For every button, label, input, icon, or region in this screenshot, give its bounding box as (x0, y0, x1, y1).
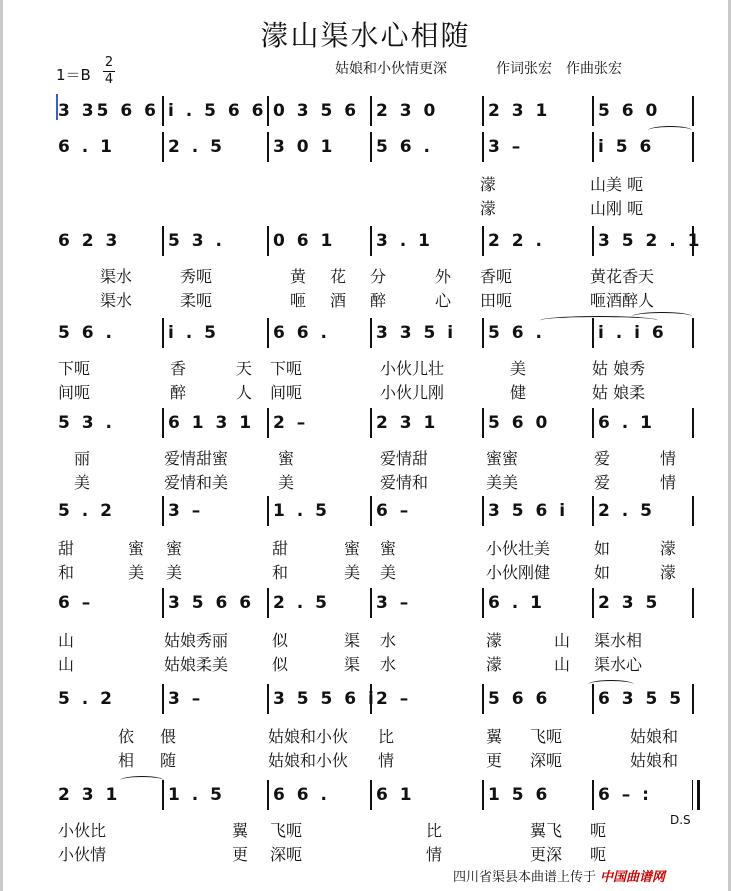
lyric-word: 翼飞 (530, 821, 563, 840)
lyric-word: 香呃 (480, 267, 513, 286)
lyric-word: 更 (486, 751, 503, 770)
lyric-word: 爱 (594, 473, 611, 492)
bar-line (267, 318, 269, 348)
lyric-word: 姑娘和 (630, 727, 679, 746)
bar-line (482, 496, 484, 526)
lyric-word: 咂酒醉人 (590, 291, 655, 310)
measure-notes: 3 – (488, 137, 524, 157)
time-denominator: 4 (104, 72, 114, 87)
lyric-word: 姑 娘柔 (592, 383, 646, 402)
measure-notes: 6 . 1 (488, 593, 545, 613)
bar-line (162, 96, 164, 126)
lyric-word: 如 (594, 539, 611, 558)
lyric-word: 相 (118, 751, 135, 770)
measure-notes: 2 3 1 (376, 413, 439, 433)
lyric-word: 情 (660, 473, 677, 492)
lyric-word: 姑娘和小伙 (268, 751, 349, 770)
lyric-word: 飞呃 (270, 821, 303, 840)
bar-line (370, 226, 372, 256)
lyric-word: 翼 (232, 821, 249, 840)
lyric-word: 间呃 (270, 383, 303, 402)
lyric-word: 深呃 (530, 751, 563, 770)
slur-mark (588, 680, 634, 689)
lyric-word: 山美 呃 (590, 175, 644, 194)
lyric-word: 丽 (74, 449, 91, 468)
bar-line (692, 496, 694, 526)
lyric-word: 美 (128, 563, 145, 582)
lyric-word: 爱情甜 (380, 449, 429, 468)
measure-notes: 2 – (376, 689, 412, 709)
lyric-word: 渠水心 (594, 655, 643, 674)
lyric-word: 偎 (160, 727, 177, 746)
bar-line (267, 588, 269, 618)
lyric-word: 人 (236, 383, 253, 402)
lyric-word: 天 (236, 359, 253, 378)
slur-mark (632, 312, 692, 321)
measure-notes: 3 – (376, 593, 412, 613)
bar-line (162, 132, 164, 162)
lyric-word: 花 (330, 267, 347, 286)
bar-line (267, 132, 269, 162)
lyric-word: 爱情和 (380, 473, 429, 492)
lyric-word: 呃 (590, 821, 607, 840)
lyric-word: 秀呃 (180, 267, 213, 286)
measure-notes: 3 3 5 i (376, 323, 457, 343)
notation-system (52, 780, 700, 814)
lyric-word: 姑娘和 (630, 751, 679, 770)
measure-notes: 6 1 (376, 785, 415, 805)
measure-notes: 0 6 1 (273, 231, 336, 251)
lyric-word: 美 (510, 359, 527, 378)
lyric-word: 黄 (290, 267, 307, 286)
lyric-word: 甜 (58, 539, 75, 558)
notation-system (52, 588, 700, 622)
lyric-word: 下呃 (58, 359, 91, 378)
lyric-word: 美 (380, 563, 397, 582)
lyric-word: 濛 (486, 631, 503, 650)
bar-line (162, 684, 164, 714)
bar-line (370, 588, 372, 618)
slur-mark (648, 126, 692, 135)
measure-notes: 6 6 . (273, 785, 330, 805)
score-subtitle: 姑娘和小伙情更深 (335, 61, 447, 77)
measure-notes: i . 5 6 6 (168, 101, 267, 121)
bar-line (267, 684, 269, 714)
bar-line (162, 408, 164, 438)
bar-line (370, 408, 372, 438)
bar-line (592, 132, 594, 162)
measure-notes: 3 5 6 i (488, 501, 569, 521)
bar-line (162, 496, 164, 526)
measure-notes: 6 3 5 5 (598, 689, 685, 709)
bar-line (267, 226, 269, 256)
lyric-word: 飞呃 (530, 727, 563, 746)
lyric-word: 濛 (480, 175, 497, 194)
lyric-word: 随 (160, 751, 177, 770)
bar-line (692, 96, 694, 126)
measure-notes: 2 3 1 (58, 785, 121, 805)
measure-notes: 3 0 1 (273, 137, 336, 157)
measure-notes: 2 2 . (488, 231, 545, 251)
lyric-word: 更 (232, 845, 249, 864)
lyric-word: 蜜 (380, 539, 397, 558)
lyric-word: 依 (118, 727, 135, 746)
measure-notes: 5 6 . (488, 323, 545, 343)
measure-notes: 6 . 1 (58, 137, 115, 157)
measure-notes: 3 . 1 (376, 231, 433, 251)
bar-line (592, 780, 594, 810)
notation-system (52, 226, 703, 260)
lyric-word: 咂 (290, 291, 307, 310)
bar-line (692, 132, 694, 162)
notation-system (52, 96, 700, 130)
lyric-word: 小伙儿刚 (380, 383, 445, 402)
measure-notes: 2 . 5 (168, 137, 225, 157)
lyric-word: 山 (58, 655, 75, 674)
bar-line (482, 408, 484, 438)
lyric-word: 黄花香天 (590, 267, 655, 286)
measure-notes: 2 . 5 (598, 501, 655, 521)
lyric-word: 山刚 呃 (590, 199, 644, 218)
lyric-word: 酒 (330, 291, 347, 310)
bar-line (482, 684, 484, 714)
footer-location: 四川省渠县 (453, 870, 519, 885)
measure-notes: 5 6 0 (598, 101, 661, 121)
lyric-word: 田呃 (480, 291, 513, 310)
lyric-word: 姑娘和小伙 (268, 727, 349, 746)
key-signature: 1＝B (56, 66, 91, 84)
measure-notes: 1 5 6 (488, 785, 551, 805)
lyric-word: 柔呃 (180, 291, 213, 310)
lyric-word: 如 (594, 563, 611, 582)
measure-notes: 6 6 . (273, 323, 330, 343)
footer-source (453, 866, 665, 885)
score-title: 濛山渠水心相随 (260, 19, 471, 52)
lyric-word: 渠 (344, 631, 361, 650)
lyric-word: 呃 (590, 845, 607, 864)
measure-notes: 5 6 0 (488, 413, 551, 433)
measure-notes: 5 6 . (376, 137, 433, 157)
measure-notes: 3 5 6 6 (168, 593, 255, 613)
measure-notes: 3 – (168, 689, 204, 709)
measure-notes: 5 . 2 (58, 501, 115, 521)
lyric-word: 渠水 (100, 291, 133, 310)
bar-line (162, 588, 164, 618)
lyric-word: 醉 (170, 383, 187, 402)
lyric-word: 比 (378, 727, 395, 746)
bar-line (692, 408, 694, 438)
lyric-word: 健 (510, 383, 527, 402)
measure-notes: 5 3 . (58, 413, 115, 433)
bar-line (482, 226, 484, 256)
lyric-word: 山 (554, 655, 571, 674)
lyric-word: 翼 (486, 727, 503, 746)
measure-notes: 6 – (58, 593, 94, 613)
lyric-word: 似 (272, 631, 289, 650)
lyric-word: 渠水 (100, 267, 133, 286)
measure-notes: i . 5 (168, 323, 219, 343)
bar-line (482, 318, 484, 348)
lyric-word: 美 (278, 473, 295, 492)
bar-line (267, 96, 269, 126)
lyric-word: 似 (272, 655, 289, 674)
bar-line (592, 226, 594, 256)
lyric-word: 爱 (594, 449, 611, 468)
measure-notes: 6 1 3 1 (168, 413, 255, 433)
bar-line (162, 318, 164, 348)
lyric-word: 山 (58, 631, 75, 650)
measure-notes: 6 . 1 (598, 413, 655, 433)
lyric-word: 小伙情 (58, 845, 107, 864)
lyric-word: 和 (58, 563, 75, 582)
time-signature (103, 56, 115, 87)
lyric-word: 小伙壮美 (486, 539, 551, 558)
lyric-word: 蜜 (128, 539, 145, 558)
lyric-word: 山 (554, 631, 571, 650)
score-credits: 作词张宏 作曲张宏 (496, 61, 622, 77)
measure-notes: 5 . 2 (58, 689, 115, 709)
lyric-word: 姑 娘秀 (592, 359, 646, 378)
lyric-word: 美美 (486, 473, 519, 492)
lyric-word: 深呃 (270, 845, 303, 864)
lyric-word: 濛 (660, 539, 677, 558)
site-logo: 中国曲谱网 (600, 870, 666, 885)
measure-notes: 0 3 5 6 (273, 101, 360, 121)
measure-notes: 6 2 3 (58, 231, 121, 251)
measure-notes: 2 – (273, 413, 309, 433)
measure-notes: 5 6 6 (488, 689, 551, 709)
bar-line (267, 496, 269, 526)
lyric-word: 比 (426, 821, 443, 840)
lyric-word: 渠 (344, 655, 361, 674)
lyric-word: 甜 (272, 539, 289, 558)
bar-line (370, 318, 372, 348)
measure-notes: 3 – (168, 501, 204, 521)
measure-notes: i 5 6 (598, 137, 655, 157)
lyric-word: 醉 (370, 291, 387, 310)
measure-notes: 1 . 5 (168, 785, 225, 805)
measure-notes: 3 5 5 6 i (273, 689, 377, 709)
bar-line (692, 318, 694, 348)
bar-line (370, 496, 372, 526)
lyric-word: 美 (74, 473, 91, 492)
lyric-word: 香 (170, 359, 187, 378)
measure-notes: 3 35 6 6 (58, 101, 159, 121)
bar-line (692, 684, 694, 714)
lyric-word: 和 (272, 563, 289, 582)
notation-system (52, 408, 700, 442)
lyric-word: 爱情甜蜜 (164, 449, 229, 468)
measure-notes: 6 – : (598, 785, 652, 805)
lyric-word: 下呃 (270, 359, 303, 378)
lyric-word: 更深 (530, 845, 563, 864)
lyric-word: 姑娘柔美 (164, 655, 229, 674)
bar-line (370, 780, 372, 810)
lyric-word: 濛 (480, 199, 497, 218)
lyric-word: 濛 (660, 563, 677, 582)
bar-line (267, 408, 269, 438)
measure-notes: 2 3 5 (598, 593, 661, 613)
measure-notes: 2 3 0 (376, 101, 439, 121)
lyric-word: 姑娘秀丽 (164, 631, 229, 650)
time-numerator: 2 (104, 55, 114, 70)
lyric-word: 美 (344, 563, 361, 582)
measure-notes: 6 – (376, 501, 412, 521)
notation-system (52, 132, 700, 166)
bar-line (592, 496, 594, 526)
bar-line (267, 780, 269, 810)
measure-notes: 5 3 . (168, 231, 225, 251)
bar-line (482, 132, 484, 162)
lyric-word: 水 (380, 655, 397, 674)
lyric-word: 蜜 (344, 539, 361, 558)
bar-line (370, 132, 372, 162)
lyric-word: 水 (380, 631, 397, 650)
measure-notes: 2 . 5 (273, 593, 330, 613)
measure-notes: 3 5 2 . 1 (598, 231, 703, 251)
bar-line (592, 408, 594, 438)
measure-notes: 2 3 1 (488, 101, 551, 121)
bar-line (692, 780, 700, 810)
measure-notes: i . i 6 (598, 323, 667, 343)
lyric-word: 小伙比 (58, 821, 107, 840)
lyric-word: 外 (435, 267, 452, 286)
bar-line (592, 588, 594, 618)
lyric-word: 渠水相 (594, 631, 643, 650)
footer-uploaded: 本曲谱上传于 (518, 870, 597, 885)
slur-mark (120, 776, 164, 785)
bar-line (370, 96, 372, 126)
lyric-word: 情 (660, 449, 677, 468)
lyric-word: 濛 (486, 655, 503, 674)
bar-line (482, 588, 484, 618)
bar-line (162, 226, 164, 256)
measure-notes: 5 6 . (58, 323, 115, 343)
dal-segno-mark: D.S (670, 813, 691, 827)
lyric-word: 情 (378, 751, 395, 770)
lyric-word: 心 (435, 291, 452, 310)
lyric-word: 间呃 (58, 383, 91, 402)
lyric-word: 分 (370, 267, 387, 286)
notation-system (52, 684, 700, 718)
bar-line (692, 588, 694, 618)
lyric-word: 情 (426, 845, 443, 864)
lyric-word: 蜜 (278, 449, 295, 468)
window-border-left (0, 0, 3, 891)
bar-line (482, 96, 484, 126)
lyric-word: 小伙儿壮 (380, 359, 445, 378)
bar-line (592, 96, 594, 126)
notation-system (52, 496, 700, 530)
lyric-word: 蜜 (166, 539, 183, 558)
measure-notes: 1 . 5 (273, 501, 330, 521)
lyric-word: 美 (166, 563, 183, 582)
lyric-word: 小伙刚健 (486, 563, 551, 582)
lyric-word: 爱情和美 (164, 473, 229, 492)
lyric-word: 蜜蜜 (486, 449, 519, 468)
bar-line (482, 780, 484, 810)
